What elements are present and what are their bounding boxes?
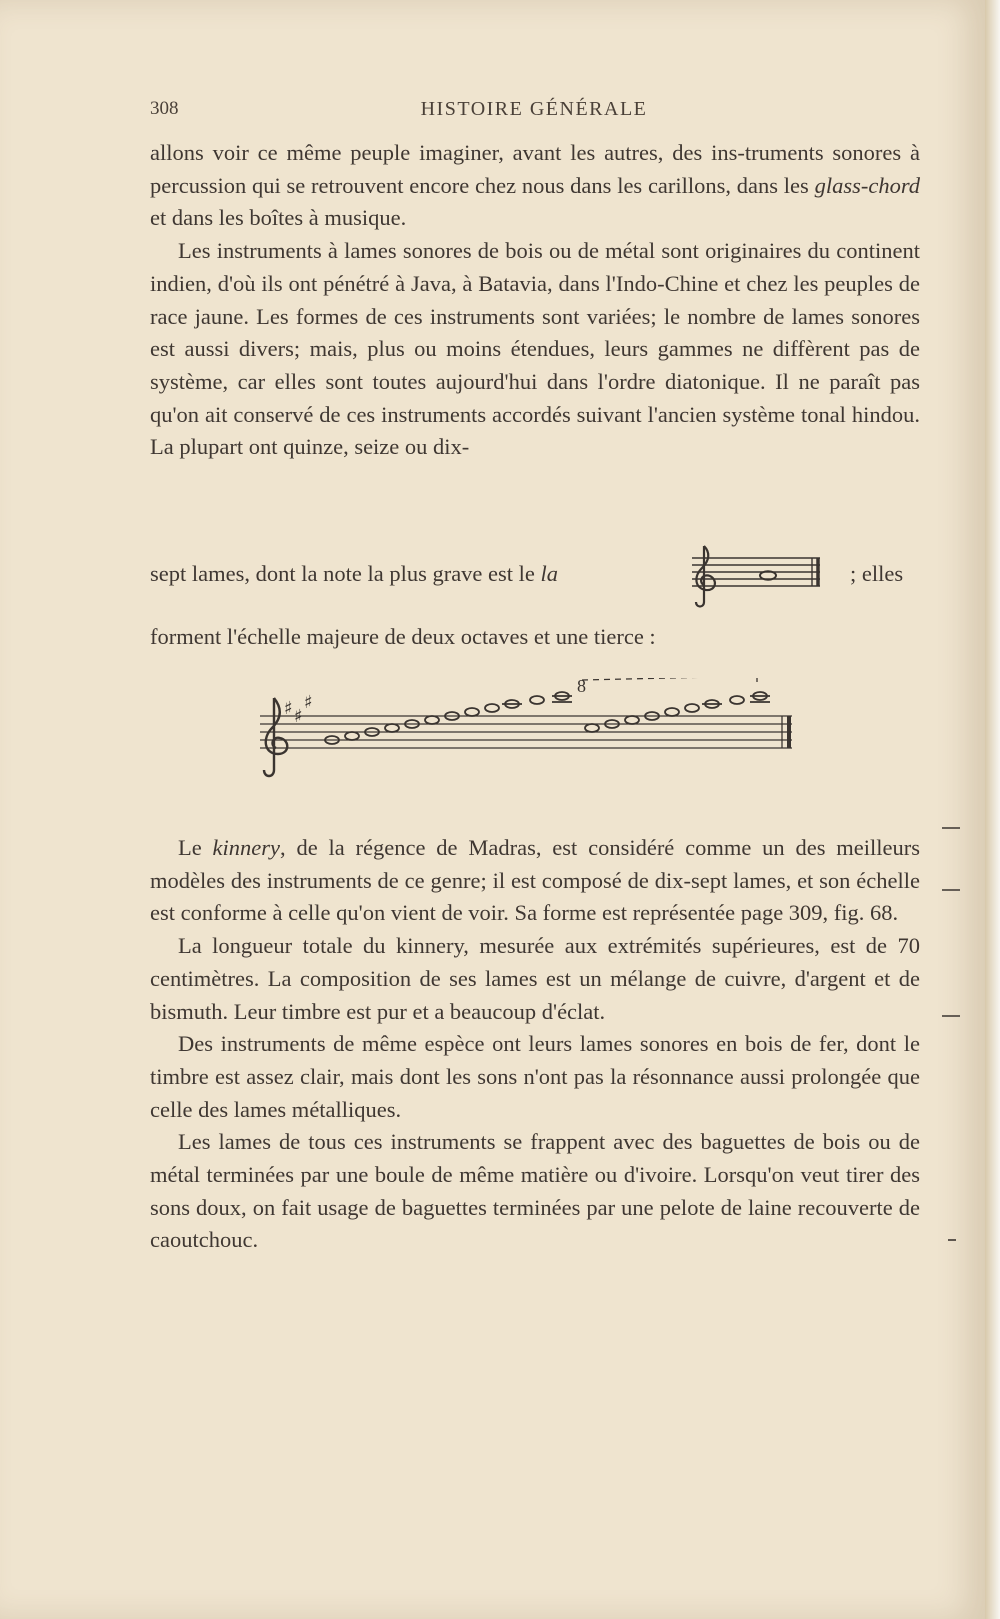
text-block-top: [150, 137, 920, 464]
running-head: [150, 98, 918, 128]
scale-note: [425, 716, 439, 724]
note-line-text: sept lames, dont la note la plus grave est le: [150, 561, 541, 586]
scale-note: [530, 696, 544, 704]
scale-figure: [252, 678, 824, 788]
paragraph-3-text-a: Le: [178, 835, 213, 860]
scale-note-8va: [685, 704, 699, 712]
glass-chord-term: glass-chord: [814, 172, 920, 198]
margin-marks: [940, 820, 970, 1270]
scale-intro-line: forment l'échelle majeure de deux octaves et une tierce :: [150, 624, 656, 649]
sharp-icon: ♯: [304, 692, 313, 713]
note-line: [150, 558, 920, 590]
note-line-end: ; elles: [850, 561, 904, 586]
scale-note-8va: [730, 696, 744, 704]
scale-note: [485, 704, 499, 712]
ottava-mark: 8: [577, 678, 586, 696]
page-number: 308: [150, 98, 179, 119]
scale-note-8va: [585, 724, 599, 732]
scale-note: [465, 708, 479, 716]
paragraph-kinnery: [150, 832, 920, 930]
paragraph-wood: Des instruments de même espèce ont leurs lames sonores en bois de fer, dont le timbre est assez clair, mais dont les sons n'ont pas la résonnance aussi prolongée que celle des lames métalliques.: [150, 1031, 920, 1122]
scale-note: [385, 724, 399, 732]
paragraph-1-text-b: et dans les boîtes à musique.: [150, 205, 407, 231]
sharp-icon: ♯: [294, 706, 303, 727]
scale-note-8va: [625, 716, 639, 724]
text-block-bottom: [150, 832, 920, 1257]
kinnery-term: kinnery: [212, 835, 281, 860]
scale-notes: [325, 692, 770, 744]
paragraph-mallets: Les lames de tous ces instruments se frappent avec des baguettes de bois ou de métal terminées par une boule de même matière ou d'ivoire. Lorsqu'on veut tirer des sons doux, on fait usage de baguettes terminées par une pelote de laine recouverte de caoutchouc.: [150, 1129, 920, 1253]
paragraph-2: Les instruments à lames sonores de bois ou de métal sont originaires du continent indien, d'où ils ont pénétré à Java, à Batavia, dans l'Indo-Chine et chez les peuples de race jaune. Les formes de ces instruments sont variées; le nombre de lames sonores est aussi divers; mais, plus ou moins étendues, leurs gammes ne diffèrent pas de système, car elles sont toutes aujourd'hui dans l'ordre diatonique. Il ne paraît pas qu'on ait conservé de ces instruments accordés suivant l'ancien système tonal hindou. La plupart ont quinze, seize ou dix-: [150, 238, 920, 460]
scale-note: [345, 732, 359, 740]
treble-clef-icon: [696, 546, 715, 607]
paragraph-1-text-a: allons voir ce même peuple imaginer, avant les autres, des ins-truments sonores à percussion qui se retrouvent encore chez nous dans les carillons, dans les: [150, 140, 920, 198]
scale-note-8va: [665, 708, 679, 716]
paragraph-3-text-b: , de la régence de Madras, est considéré comme un des meilleurs modèles des instruments de ce genre; il est composé de dix-sept lames, et son échelle est conforme à celle qu'on vient de voir. Sa forme est représentée page 309, fig. 68.: [150, 835, 920, 926]
note-name-la: la: [540, 561, 559, 586]
inline-staff-note: [680, 538, 830, 610]
sharp-icon: ♯: [284, 698, 293, 719]
page-edge: [985, 0, 1000, 1619]
paragraph-length: La longueur totale du kinnery, mesurée aux extrémités supérieures, est de 70 centimètres. La composition de ses lames est un mélange de cuivre, d'argent et de bismuth. Leur timbre est pur et a beaucoup d'éclat.: [150, 933, 920, 1024]
key-signature: [284, 692, 313, 727]
running-title: HISTOIRE GÉNÉRALE: [420, 98, 648, 120]
paragraph-1: [150, 137, 920, 235]
